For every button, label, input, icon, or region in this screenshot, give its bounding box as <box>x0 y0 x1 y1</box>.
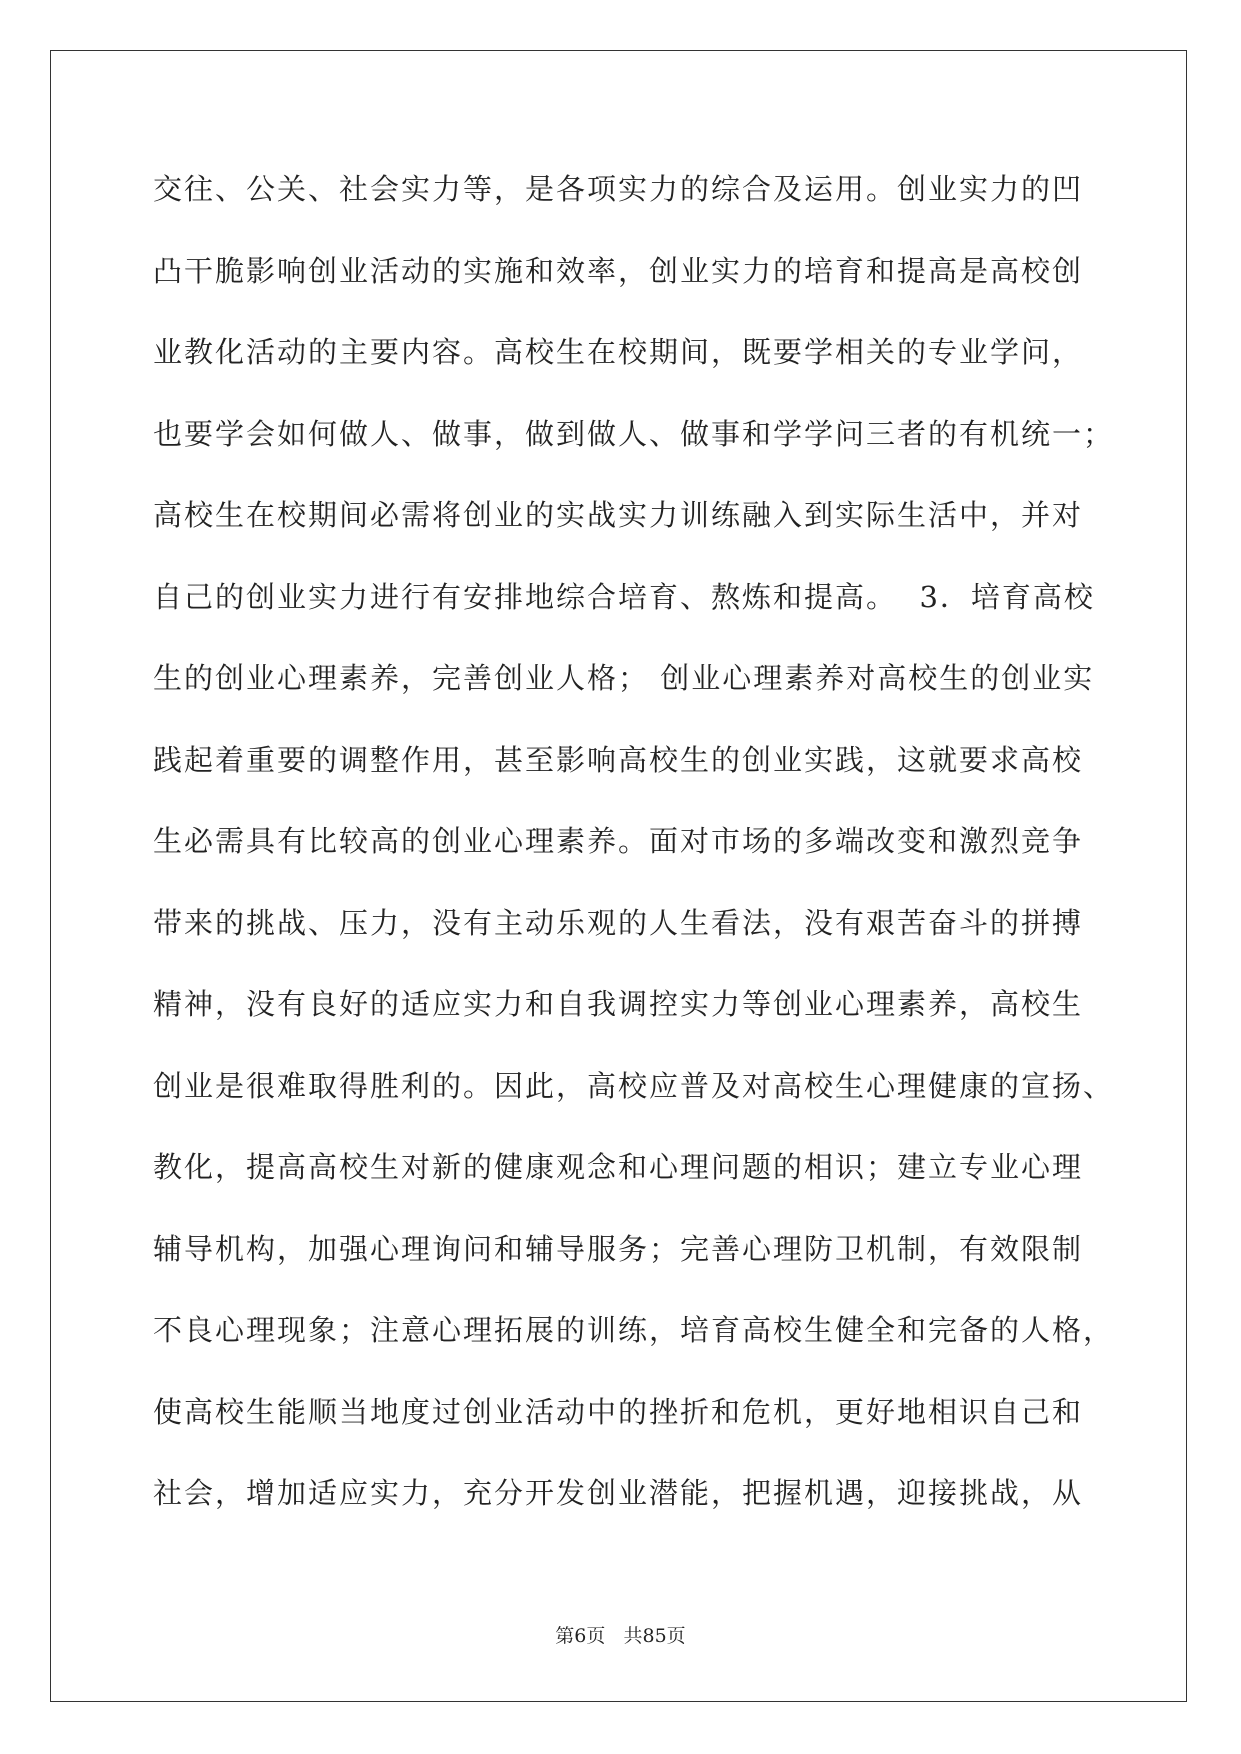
body-line: 业教化活动的主要内容。高校生在校期间，既要学相关的专业学问， <box>153 335 1084 369</box>
body-line: 教化，提高高校生对新的健康观念和心理问题的相识；建立专业心理 <box>153 1150 1084 1184</box>
body-line: 自己的创业实力进行有安排地综合培育、熬炼和提高。 3．培育高校 <box>153 579 1095 614</box>
body-line: 践起着重要的调整作用，甚至影响高校生的创业实践，这就要求高校 <box>153 742 1084 777</box>
body-line: 凸干脆影响创业活动的实施和效率，创业实力的培育和提高是高校创 <box>153 253 1084 288</box>
body-line: 高校生在校期间必需将创业的实战实力训练融入到实际生活中，并对 <box>153 498 1084 532</box>
body-line: 生的创业心理素养，完善创业人格； 创业心理素养对高校生的创业实 <box>153 661 1095 695</box>
document-body <box>153 149 1133 1535</box>
body-line: 精神，没有良好的适应实力和自我调控实力等创业心理素养，高校生 <box>153 987 1084 1021</box>
body-line: 交往、公关、社会实力等，是各项实力的综合及运用。创业实力的凹 <box>153 172 1084 206</box>
body-line: 不良心理现象；注意心理拓展的训练，培育高校生健全和完备的人格， <box>153 1313 1115 1347</box>
body-line: 带来的挑战、压力，没有主动乐观的人生看法，没有艰苦奋斗的拼搏 <box>153 905 1084 940</box>
body-line: 社会，增加适应实力，充分开发创业潜能，把握机遇，迎接挑战，从 <box>153 1476 1084 1510</box>
page-number: 第6页 共85页 <box>555 1625 686 1647</box>
body-line: 也要学会如何做人、做事，做到做人、做事和学学问三者的有机统一； <box>153 416 1115 451</box>
body-line: 创业是很难取得胜利的。因此，高校应普及对高校生心理健康的宣扬、 <box>153 1068 1115 1103</box>
body-line: 生必需具有比较高的创业心理素养。面对市场的多端改变和激烈竞争 <box>153 824 1084 858</box>
body-line: 使高校生能顺当地度过创业活动中的挫折和危机，更好地相识自己和 <box>153 1394 1084 1429</box>
body-line: 辅导机构，加强心理询问和辅导服务；完善心理防卫机制，有效限制 <box>153 1231 1084 1266</box>
